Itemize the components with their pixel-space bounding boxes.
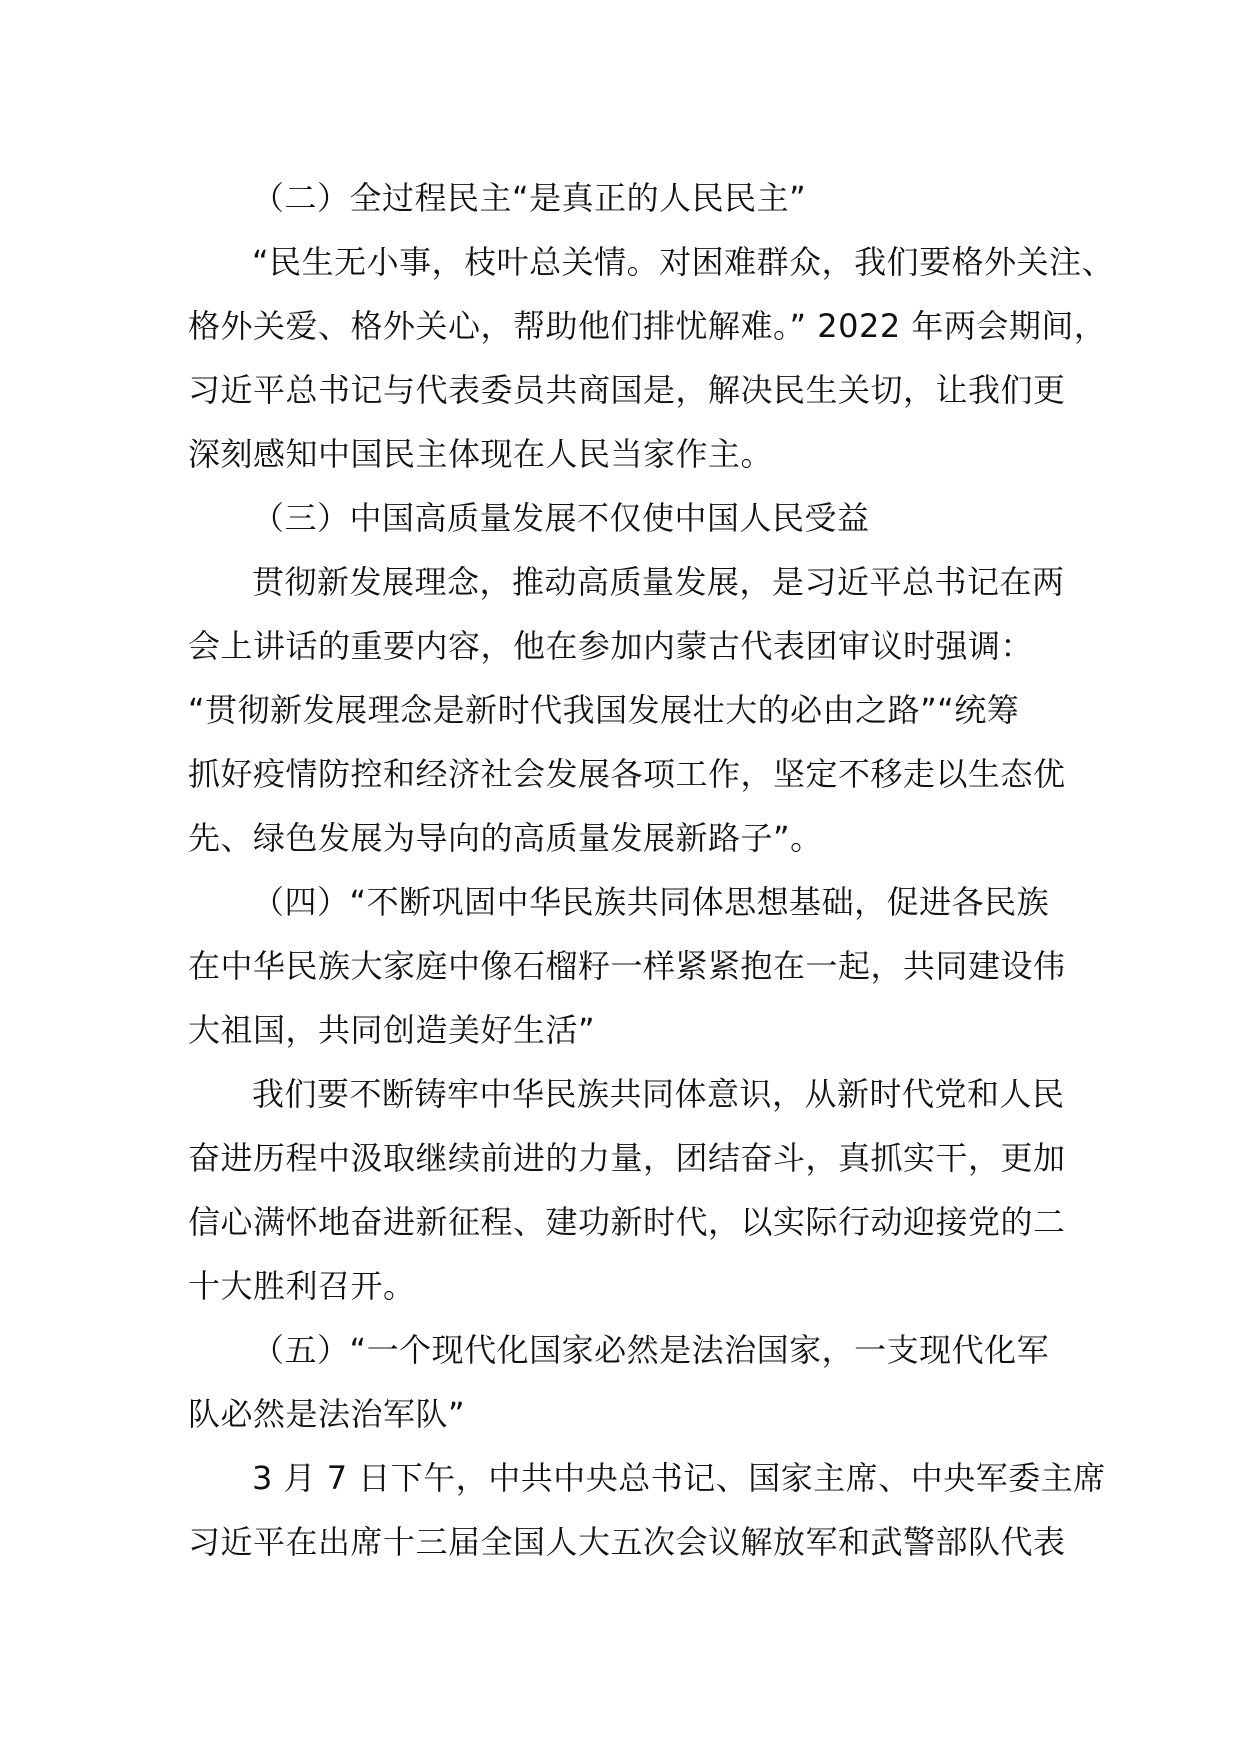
paragraph-line: 3 月 7 日下午，中共中央总书记、国家主席、中央军委主席 bbox=[252, 1459, 1106, 1497]
paragraph-line: 奋进历程中汲取继续前进的力量，团结奋斗，真抓实干，更加 bbox=[188, 1139, 1066, 1177]
paragraph-line: 习近平总书记与代表委员共商国是，解决民生关切，让我们更 bbox=[188, 371, 1066, 409]
paragraph-line: 习近平在出席十三届全国人大五次会议解放军和武警部队代表 bbox=[188, 1523, 1066, 1561]
paragraph-line: 先、绿色发展为导向的高质量发展新路子”。 bbox=[188, 819, 823, 857]
paragraph-line: 十大胜利召开。 bbox=[188, 1267, 416, 1305]
paragraph-line: 贯彻新发展理念，推动高质量发展，是习近平总书记在两 bbox=[252, 563, 1065, 601]
paragraph-line: 会上讲话的重要内容，他在参加内蒙古代表团审议时强调： bbox=[188, 627, 1034, 665]
section-heading-2: （二）全过程民主“是真正的人民民主” bbox=[252, 179, 807, 217]
paragraph-line: “民生无小事，枝叶总关情。对困难群众，我们要格外关注、 bbox=[252, 243, 1115, 281]
section-heading-4-continued: 大祖国，共同创造美好生活” bbox=[188, 1011, 596, 1049]
section-heading-4: （四）“不断巩固中华民族共同体思想基础，促进各民族 bbox=[252, 883, 1050, 921]
paragraph-line: 深刻感知中国民主体现在人民当家作主。 bbox=[188, 435, 774, 473]
section-heading-4-continued: 在中华民族大家庭中像石榴籽一样紧紧抱在一起，共同建设伟 bbox=[188, 947, 1066, 985]
paragraph-line: 格外关爱、格外关心，帮助他们排忧解难。” 2022 年两会期间， bbox=[188, 307, 1107, 345]
paragraph-line: 信心满怀地奋进新征程、建功新时代，以实际行动迎接党的二 bbox=[188, 1203, 1066, 1241]
section-heading-3: （三）中国高质量发展不仅使中国人民受益 bbox=[252, 499, 870, 537]
paragraph-line: 我们要不断铸牢中华民族共同体意识，从新时代党和人民 bbox=[252, 1075, 1065, 1113]
paragraph-line: “贯彻新发展理念是新时代我国发展壮大的必由之路”“统筹 bbox=[188, 691, 1020, 729]
paragraph-line: 抓好疫情防控和经济社会发展各项工作，坚定不移走以生态优 bbox=[188, 755, 1066, 793]
section-heading-5: （五）“一个现代化国家必然是法治国家，一支现代化军 bbox=[252, 1331, 1050, 1369]
document-body bbox=[188, 166, 1115, 1574]
section-heading-5-continued: 队必然是法治军队” bbox=[188, 1395, 466, 1433]
